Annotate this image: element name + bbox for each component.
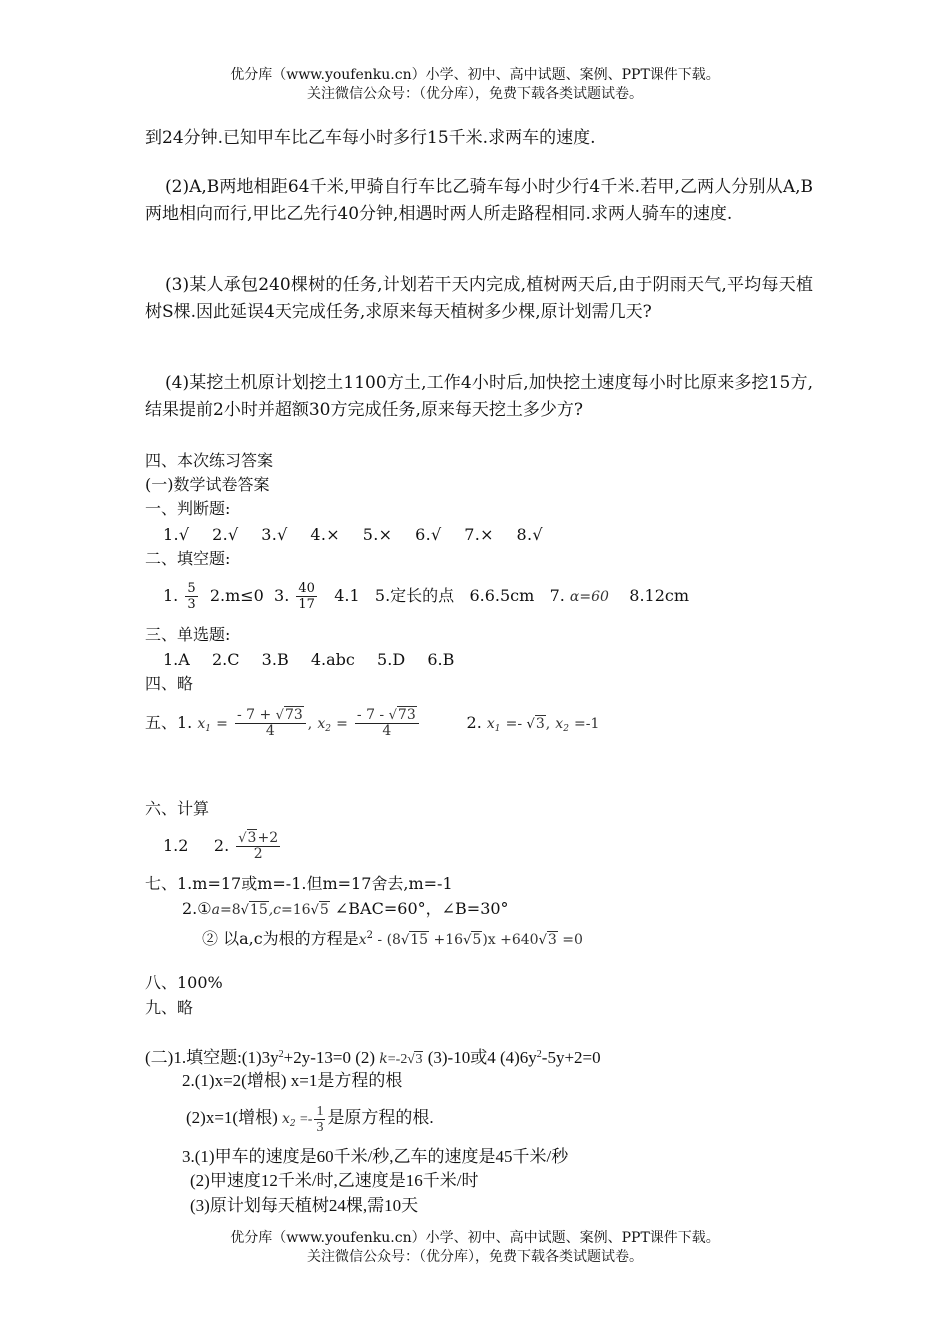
page-footer [0, 1229, 950, 1267]
section-8: 八、100% [145, 973, 223, 992]
section-1-answers: 1.√ 2.√ 3.√ 4.× 5.× 6.√ 7.× 8.√ [163, 525, 543, 544]
header-line-1: 优分库（www.youfenku.cn）小学、初中、高中试题、案例、PPT课件下载。 [230, 67, 720, 83]
section-6-title: 六、计算 [145, 799, 210, 818]
root-fraction-1: $\frac{- 7 + √73}{4}$ [235, 708, 306, 739]
part-2-line-4: 3.(1)甲车的速度是60千米/秒,乙车的速度是45千米/秒 [182, 1147, 569, 1166]
fraction-1-3: $\frac{1}{3}$ [316, 1103, 324, 1135]
answers-subtitle-1: (一)数学试卷答案 [145, 475, 270, 494]
section-5: 五、1. $x_1$ = $\frac{- 7 + √73}{4}$ , $x_2$ = $\frac{- 7 - √73}{4}$ 2. $x_1 =- √3$, $x_2 =-1$ [145, 707, 600, 739]
section-3-answers: 1.A 2.C 3.B 4.abc 5.D 6.B [163, 650, 455, 669]
section-7-line-1: 七、1.m=17或m=-1.但m=17舍去,m=-1 [145, 874, 453, 893]
part-2-line-3: (2)x=1(增根) $x_2$ =- $\frac{1}{3}$ 是原方程的根. [186, 1103, 434, 1135]
alpha-equation: α=60 [569, 589, 609, 605]
part-2-line-6: (3)原计划每天植树24棵,需10天 [190, 1196, 419, 1215]
fraction-40-17: $\frac{40}{17}$ [298, 581, 315, 612]
root-fraction-3: $\frac{√3+2}{2}$ [238, 830, 279, 862]
section-9: 九、略 [145, 998, 194, 1017]
section-7-line-3: ② 以a,c为根的方程是$x^2 - (8√15 +16√5)x +640√3 =0$ [202, 929, 583, 948]
part-2-line-2: 2.(1)x=2(增根) x=1是方程的根 [182, 1071, 403, 1090]
section-1-title: 一、判断题: [145, 499, 231, 518]
part-2-line-5: (2)甲速度12千米/时,乙速度是16千米/时 [190, 1171, 479, 1190]
problem-4: (4)某挖土机原计划挖土1100方土,工作4小时后,加快挖土速度每小时比原来多挖15方,结果提前2小时并超额30方完成任务,原来每天挖土多少方? [145, 373, 813, 420]
problem-continuation: 到24分钟.已知甲车比乙车每小时多行15千米.求两车的速度. [145, 128, 596, 148]
page-header [0, 66, 950, 104]
root-fraction-2: $\frac{- 7 - √73}{4}$ [355, 708, 419, 739]
answers-title: 四、本次练习答案 [145, 451, 274, 470]
problem-3: (3)某人承包240棵树的任务,计划若干天内完成,植树两天后,由于阴雨天气,平均每天植树S棵.因此延误4天完成任务,求原来每天植树多少棵,原计划需几天? [145, 275, 813, 322]
section-3-title: 三、单选题: [145, 625, 231, 644]
footer-line-1: 优分库（www.youfenku.cn）小学、初中、高中试题、案例、PPT课件下载。 [230, 1230, 720, 1246]
problem-2: (2)A,B两地相距64千米,甲骑自行车比乙骑车每小时少行4千米.若甲,乙两人分别从A,B两地相向而行,甲比乙先行40分钟,相遇时两人所走路程相同.求两人骑车的速度. [145, 177, 813, 224]
section-6-answers: 1.2 2. $\frac{√3+2}{2}$ [163, 830, 279, 862]
fraction-5-3: $\frac{5}{3}$ [187, 581, 196, 612]
section-2-title: 二、填空题: [145, 549, 231, 568]
footer-line-2: 关注微信公众号：（优分库），免费下载各类试题试卷。 [307, 1249, 643, 1265]
header-line-2: 关注微信公众号：（优分库），免费下载各类试题试卷。 [307, 86, 643, 102]
part-2-line-1: (二)1.填空题$:(1)3y^2+2y-13=0$ (2) k=-2√3 (3)-10或4 $(4)6y^2-5y+2=0$ [145, 1048, 601, 1067]
section-2-answers: 1. $\frac{5}{3}$ 2.m≤0 3. $\frac{40}{17}$ 4.1 5.定长的点 6.6.5cm 7. α=60 8.12cm [163, 581, 690, 612]
section-4: 四、略 [145, 674, 194, 693]
section-7-line-2: 2.①a=8√15,c=16√5 ∠BAC=60°，∠B=30° [182, 899, 509, 918]
